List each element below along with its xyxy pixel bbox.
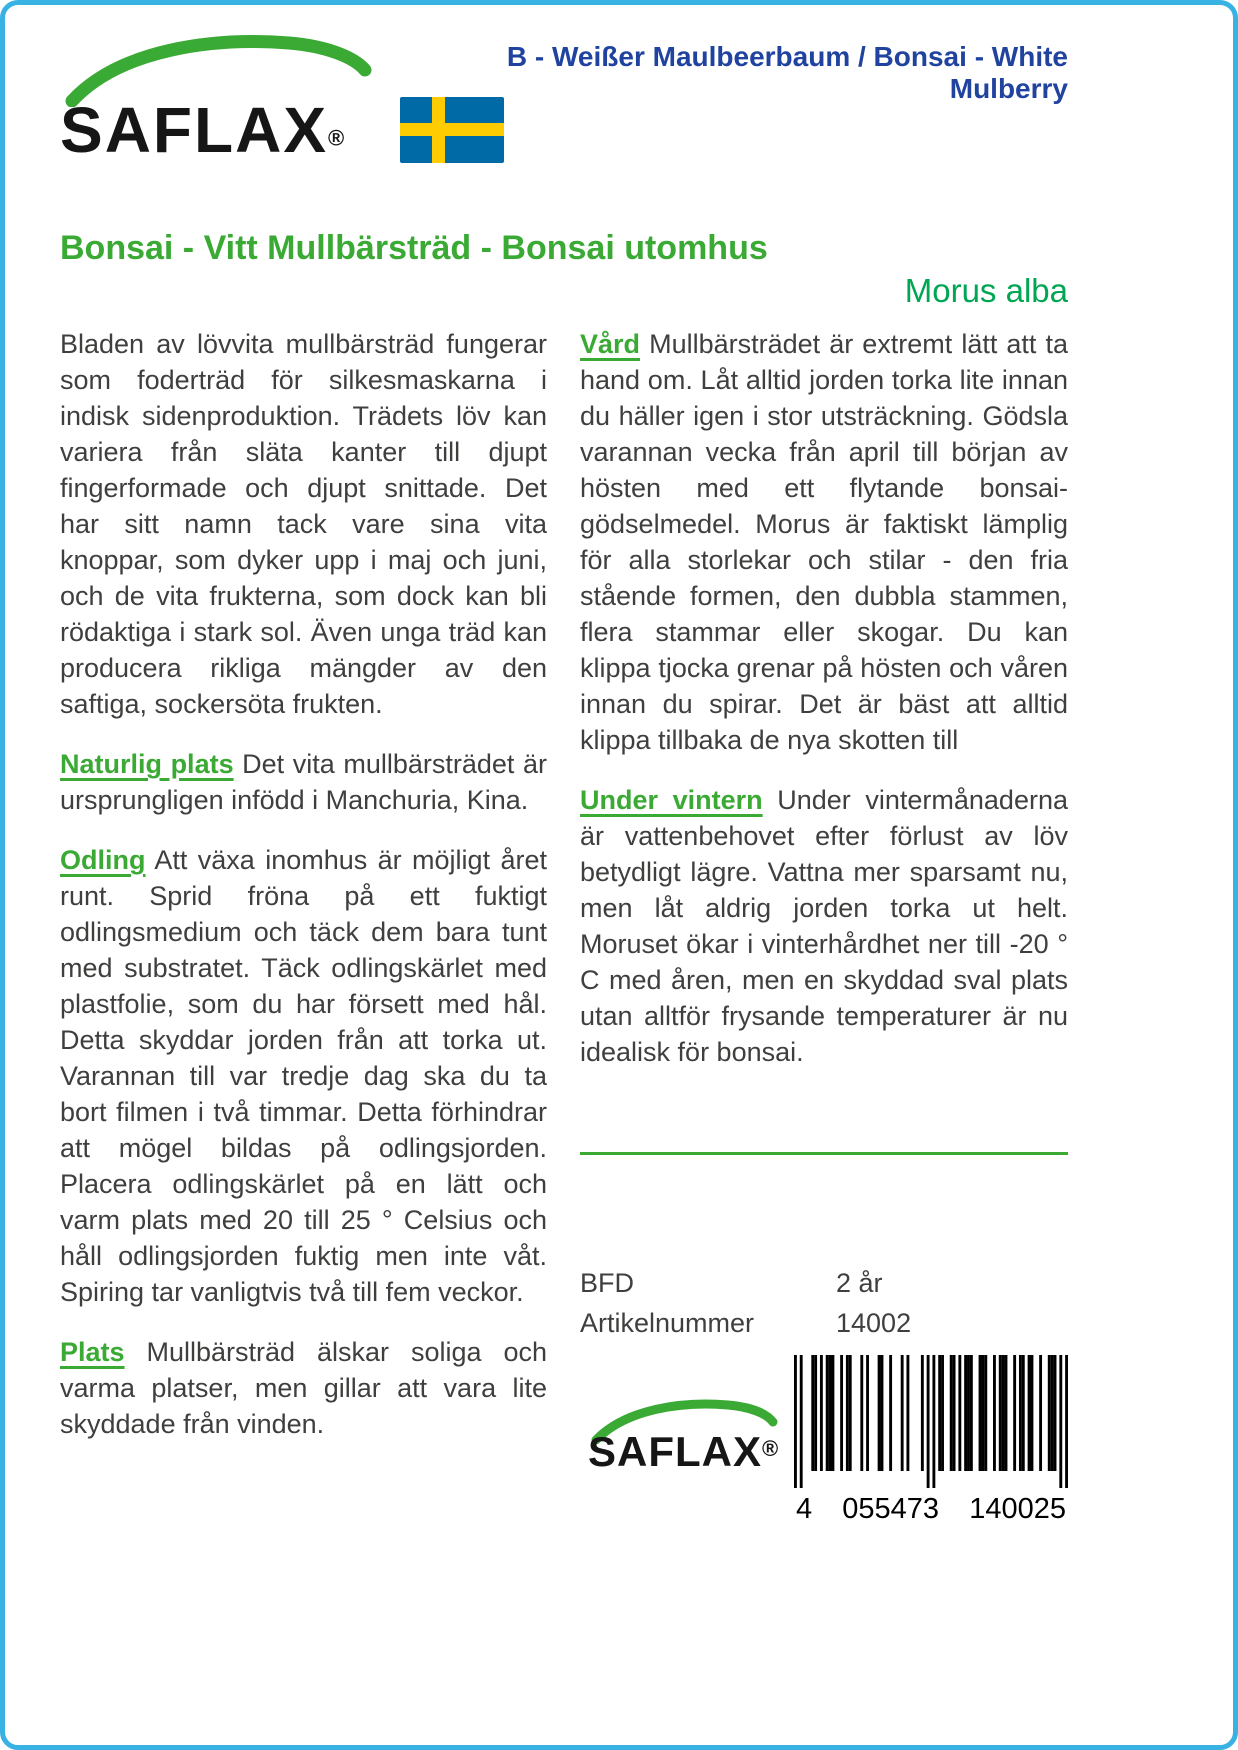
header — [60, 35, 1068, 167]
info-row-bfd — [580, 1263, 1068, 1303]
brand-row — [60, 93, 374, 167]
registered-mark-icon: ® — [762, 1436, 779, 1461]
registered-mark-icon: ® — [328, 125, 345, 151]
brand-row — [588, 1428, 780, 1475]
product-subtitle: B - Weißer Maulbeerbaum / Bonsai - White Mulberry — [506, 41, 1068, 104]
info-value: 2 år — [836, 1268, 883, 1298]
section-text: Mullbärsträd älskar soliga och varma platser, men gillar att vara lite skyddade från vinden. — [60, 1337, 547, 1439]
section-heading: Vård — [580, 329, 641, 359]
barcode-digit-group: 055473 — [842, 1493, 940, 1525]
section-heading: Odling — [60, 845, 146, 875]
section-heading: Plats — [60, 1337, 125, 1367]
latin-name: Morus alba — [904, 272, 1068, 309]
brand-name: SAFLAX — [60, 94, 328, 166]
intro-text: Bladen av lövvita mullbärsträd fungerar som foderträd för silkesmaskarna i indisk sidenproduktion. Trädets löv kan variera från släta kanter till djupt fingerformade och djupt snittade. Det har sitt namn tack vare sina vita knoppar, som dyker upp i maj och juni, och de vita frukterna, som dock kan bli rödaktiga i stark sol. Även unga träd kan producera rikliga mängder av den saftiga, sockersöta frukten. — [60, 329, 547, 719]
intro-paragraph — [60, 326, 547, 722]
bottom-row — [580, 1355, 1068, 1527]
left-column — [60, 326, 547, 1527]
right-column — [580, 326, 1068, 1527]
barcode — [794, 1355, 1068, 1527]
section-heading: Naturlig plats — [60, 749, 234, 779]
flag-cross-horizontal — [400, 123, 504, 136]
product-info — [580, 1263, 1068, 1343]
section-vard — [580, 326, 1068, 758]
barcode-digit-group: 140025 — [969, 1493, 1066, 1525]
info-value: 14002 — [836, 1308, 912, 1338]
logo-group — [60, 35, 504, 167]
saflax-logo-small — [588, 1399, 780, 1475]
text-columns — [60, 326, 1068, 1527]
section-text: Under vintermånaderna är vattenbehovet efter förlust av löv betydligt lägre. Vattna mer sparsamt nu, men låt aldrig jorden torka ut helt. Moruset ökar i vinterhårdhet ner till -20 ° C med åren, men en skyddad sval plats utan alltför frysande temperaturer är nu idealisk för bonsai. — [580, 785, 1068, 1067]
page-title: Bonsai - Vitt Mullbärsträd - Bonsai utomhus — [60, 229, 768, 267]
sweden-flag-icon — [400, 97, 504, 163]
section-text: Det vita mullbärsträdet är ursprungligen infödd i Manchuria, Kina. — [60, 749, 547, 815]
section-naturlig-plats — [60, 746, 547, 818]
barcode-svg — [794, 1355, 1068, 1489]
info-label: Artikelnummer — [580, 1308, 755, 1338]
section-odling — [60, 842, 547, 1310]
section-plats — [60, 1334, 547, 1442]
divider — [580, 1152, 1068, 1155]
barcode-digits — [794, 1491, 1068, 1527]
info-label: BFD — [580, 1268, 634, 1298]
section-heading: Under vintern — [580, 785, 763, 815]
barcode-digit-group: 4 — [796, 1493, 813, 1525]
section-under-vintern — [580, 782, 1068, 1070]
brand-name: SAFLAX — [588, 1428, 762, 1475]
info-row-artikelnummer — [580, 1303, 1068, 1343]
section-text: Mullbärsträdet är extremt lätt att ta hand om. Låt alltid jorden torka lite innan du häller igen i stor utsträckning. Gödsla varannan vecka från april till början av hösten med ett flytande bonsai-gödselmedel. Morus är faktiskt lämplig för alla storlekar och stilar - den fria stående formen, den dubbla stammen, flera stammar eller skogar. Du kan klippa tjocka grenar på hösten och våren innan du spirar. Det är bäst att alltid klippa tillbaka de nya skotten till — [580, 329, 1068, 755]
saflax-logo — [60, 35, 374, 167]
flag-cross-vertical — [432, 97, 445, 163]
section-text: Att växa inomhus är möjligt året runt. Sprid fröna på ett fuktigt odlingsmedium och täck dem bara tunt med substratet. Täck odlingskärlet med plastfolie, som du har försett med hål. Detta skyddar jorden från att torka ut. Varannan till var tredje dag ska du ta bort filmen i två timmar. Detta förhindrar att mögel bildas på odlingsjorden. Placera odlingskärlet på en lätt och varm plats med 20 till 25 ° Celsius och håll odlingsjorden fuktig men inte våt. Spiring tar vanligtvis två till fem veckor. — [60, 845, 547, 1307]
